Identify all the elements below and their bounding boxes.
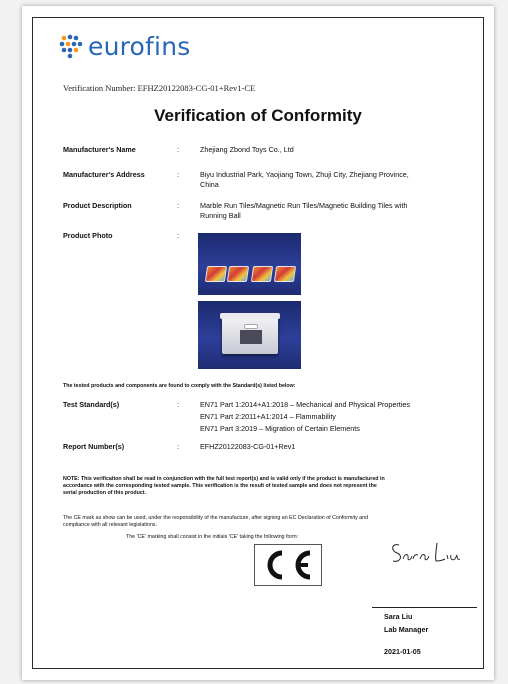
colon: : — [177, 400, 179, 409]
product-photo-box — [198, 301, 301, 369]
colon: : — [177, 145, 179, 154]
tile-pack-image — [205, 266, 227, 282]
manufacturer-address-label: Manufacturer's Address — [63, 170, 145, 179]
ce-mark-icon — [260, 548, 316, 582]
manufacturer-name-label: Manufacturer's Name — [63, 145, 136, 154]
tile-pack-image — [251, 266, 273, 282]
product-photo-label: Product Photo — [63, 231, 113, 240]
test-standard-item: EN71 Part 2:2011+A1:2014 – Flammability — [200, 412, 336, 421]
note-line-2: accordance with the corresponding tested sample. This verification is the result of tested sample and does not represent the — [63, 483, 377, 489]
verification-number: Verification Number: EFHZ20122083-CG-01+Rev1-CE — [63, 83, 256, 93]
page-title: Verification of Conformity — [154, 106, 362, 125]
note-line-3: serial production of this product. — [63, 490, 146, 496]
product-description-label: Product Description — [63, 201, 132, 210]
manufacturer-name-value: Zhejiang Zbond Toys Co., Ltd — [200, 145, 294, 154]
certificate-page — [22, 6, 494, 680]
product-description-line1: Marble Run Tiles/Magnetic Run Tiles/Magnetic Building Tiles with — [200, 201, 408, 210]
manufacturer-address-line2: China — [200, 180, 219, 189]
note-line-1: NOTE: This verification shall be read in conjunction with the full test report(s) and is valid only if the product is manufactured in — [63, 476, 385, 482]
ce-mark — [254, 544, 322, 586]
colon: : — [177, 201, 179, 210]
test-standards-label: Test Standard(s) — [63, 400, 120, 409]
handwritten-signature — [389, 537, 464, 574]
tile-pack-image — [227, 266, 249, 282]
signatory-name: Sara Liu — [384, 612, 413, 621]
tile-pack-image — [274, 266, 296, 282]
eurofins-logo — [58, 33, 190, 59]
manufacturer-address-line1: Biyu Industrial Park, Yaojiang Town, Zhuji City, Zhejiang Province, — [200, 170, 409, 179]
report-numbers-value: EFHZ20122083-CG-01+Rev1 — [200, 442, 296, 451]
eurofins-logo-icon — [58, 33, 86, 59]
colon: : — [177, 170, 179, 179]
ce-text-line-2: compliance with all relevant legislations. — [63, 522, 157, 528]
signature-line — [372, 607, 477, 608]
test-standard-item: EN71 Part 3:2019 – Migration of Certain Elements — [200, 424, 360, 433]
ce-text-line-1: The CE mark as show can be used, under the responsibility of the manufacture, after signing an EC Declaration of Conformity and — [63, 515, 369, 521]
company-name: eurofins — [88, 31, 191, 61]
compliance-statement: The tested products and components are found to comply with the Standard(s) listed below: — [63, 383, 296, 389]
product-photo-tiles — [198, 233, 301, 295]
colon: : — [177, 231, 179, 240]
signatory-title: Lab Manager — [384, 625, 429, 634]
report-numbers-label: Report Number(s) — [63, 442, 125, 451]
signature-date: 2021-01-05 — [384, 647, 421, 656]
colon: : — [177, 442, 179, 451]
ce-text-line-3: The 'CE' marking shall consist in the initials 'CE' taking the following form: — [126, 534, 299, 540]
test-standard-item: EN71 Part 1:2014+A1:2018 – Mechanical and Physical Properties — [200, 400, 410, 409]
storage-box-image — [222, 316, 278, 354]
product-description-line2: Running Ball — [200, 211, 241, 220]
